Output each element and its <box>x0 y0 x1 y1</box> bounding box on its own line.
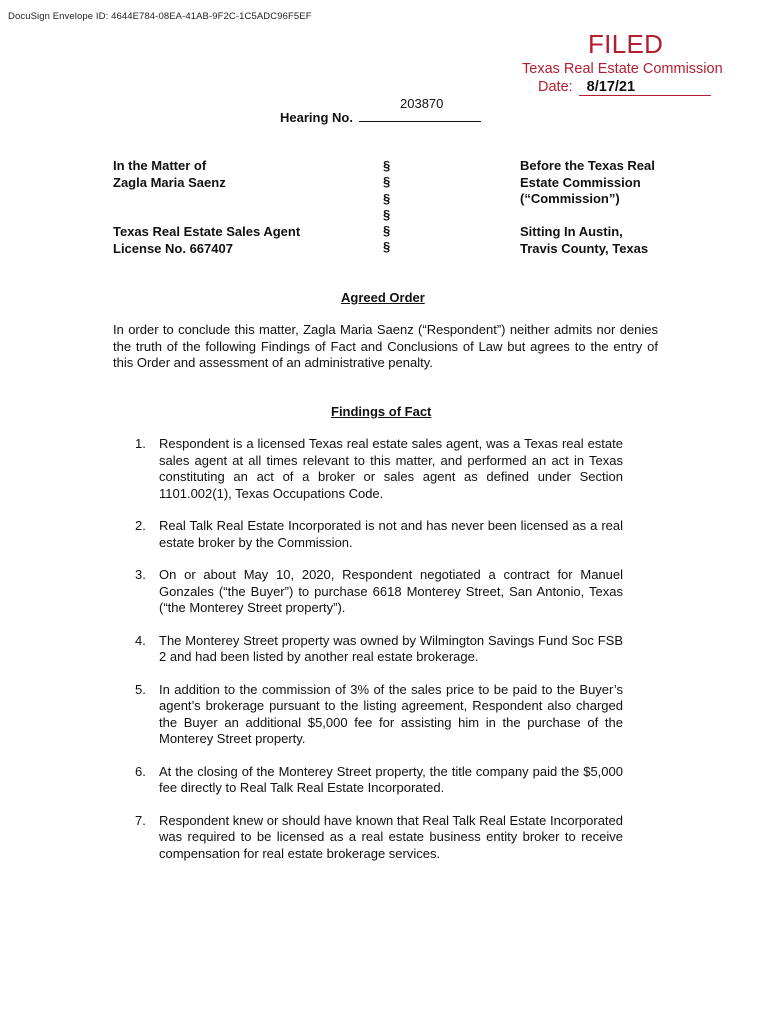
section-symbol: § <box>383 223 391 239</box>
finding-text: In addition to the commission of 3% of the sales price to be paid to the Buyer’s agent’s brokerage pursuant to the listing agreement, Respondent also charged the Buyer an additional $5,000 fee for assisting him in the purchase of the Monterey Street property. <box>159 681 623 746</box>
intro-paragraph: In order to conclude this matter, Zagla Maria Saenz (“Respondent”) neither admits nor denies the truth of the following Findings of Fact and Conclusions of Law but agrees to the entry of this Order and assessment of an administrative penalty. <box>113 322 658 370</box>
caption-sitting-line-2: Travis County, Texas <box>520 240 649 256</box>
caption-before-line-1: Before the Texas Real <box>520 158 655 173</box>
finding-item <box>135 436 623 502</box>
finding-text: On or about May 10, 2020, Respondent negotiated a contract for Manuel Gonzales (“the Buyer”) to purchase 6618 Monterey Street, San Antonio, Texas (“the Monterey Street property”). <box>159 567 623 615</box>
section-symbol: § <box>383 190 391 206</box>
finding-item <box>135 633 623 666</box>
finding-number: 1. <box>135 436 146 451</box>
filed-stamp: FILED <box>588 29 664 59</box>
finding-number: 5. <box>135 681 146 697</box>
caption-respondent-name: Zagla Maria Saenz <box>113 174 226 190</box>
finding-number: 6. <box>135 763 146 779</box>
finding-number: 2. <box>135 518 146 533</box>
caption-license-number: License No. 667407 <box>113 240 233 256</box>
findings-of-fact-title: Findings of Fact <box>331 404 432 419</box>
finding-number: 3. <box>135 567 146 582</box>
finding-text: Respondent knew or should have known that Real Talk Real Estate Incorporated was required to be licensed as a real estate business entity broker to receive compensation for real estate brokerage services. <box>159 812 623 861</box>
envelope-id: DocuSign Envelope ID: 4644E784-08EA-41AB-9F2C-1C5ADC96F5EF <box>8 11 312 22</box>
section-symbol: § <box>383 158 391 173</box>
finding-text: The Monterey Street property was owned by Wilmington Savings Fund Soc FSB 2 and had been listed by another real estate brokerage. <box>159 632 623 664</box>
filed-stamp-date-row <box>538 79 711 96</box>
finding-item <box>135 567 623 617</box>
finding-item <box>135 764 623 797</box>
finding-item <box>135 518 623 551</box>
caption-sitting-line-1: Sitting In Austin, <box>520 224 623 239</box>
hearing-number: 203870 <box>400 96 444 111</box>
section-symbol: § <box>383 174 391 190</box>
finding-number: 7. <box>135 812 146 828</box>
section-symbol: § <box>383 206 391 222</box>
caption-section-symbols <box>383 158 390 256</box>
caption-matter-line: In the Matter of <box>113 158 207 173</box>
caption-right <box>520 158 655 257</box>
filed-stamp-date-value: 8/17/21 <box>579 79 711 96</box>
agreed-order-title: Agreed Order <box>341 290 425 305</box>
finding-item <box>135 682 623 748</box>
hearing-line-row <box>280 110 481 125</box>
filed-stamp-date-label: Date: <box>538 79 573 95</box>
finding-text: Real Talk Real Estate Incorporated is not and has never been licensed as a real estate broker by the Commission. <box>159 518 623 550</box>
caption-license-type: Texas Real Estate Sales Agent <box>113 224 301 239</box>
findings-list <box>135 436 623 862</box>
finding-text: Respondent is a licensed Texas real estate sales agent, was a Texas real estate sales agent at all times relevant to this matter, and performed an act in Texas constituting an act of a broker or sales agent as defined under Section 1101.002(1), Texas Occupations Code. <box>159 436 623 501</box>
caption-left <box>113 158 300 257</box>
caption-before-line-3: (“Commission”) <box>520 191 620 206</box>
finding-number: 4. <box>135 632 146 648</box>
caption-before-line-2: Estate Commission <box>520 174 641 190</box>
hearing-blank-line <box>359 110 481 122</box>
hearing-label: Hearing No. <box>280 110 353 125</box>
filed-stamp-org: Texas Real Estate Commission <box>522 61 723 77</box>
finding-item <box>135 813 623 863</box>
section-symbol: § <box>383 239 391 255</box>
finding-text: At the closing of the Monterey Street property, the title company paid the $5,000 fee directly to Real Talk Real Estate Incorporated. <box>159 763 623 795</box>
